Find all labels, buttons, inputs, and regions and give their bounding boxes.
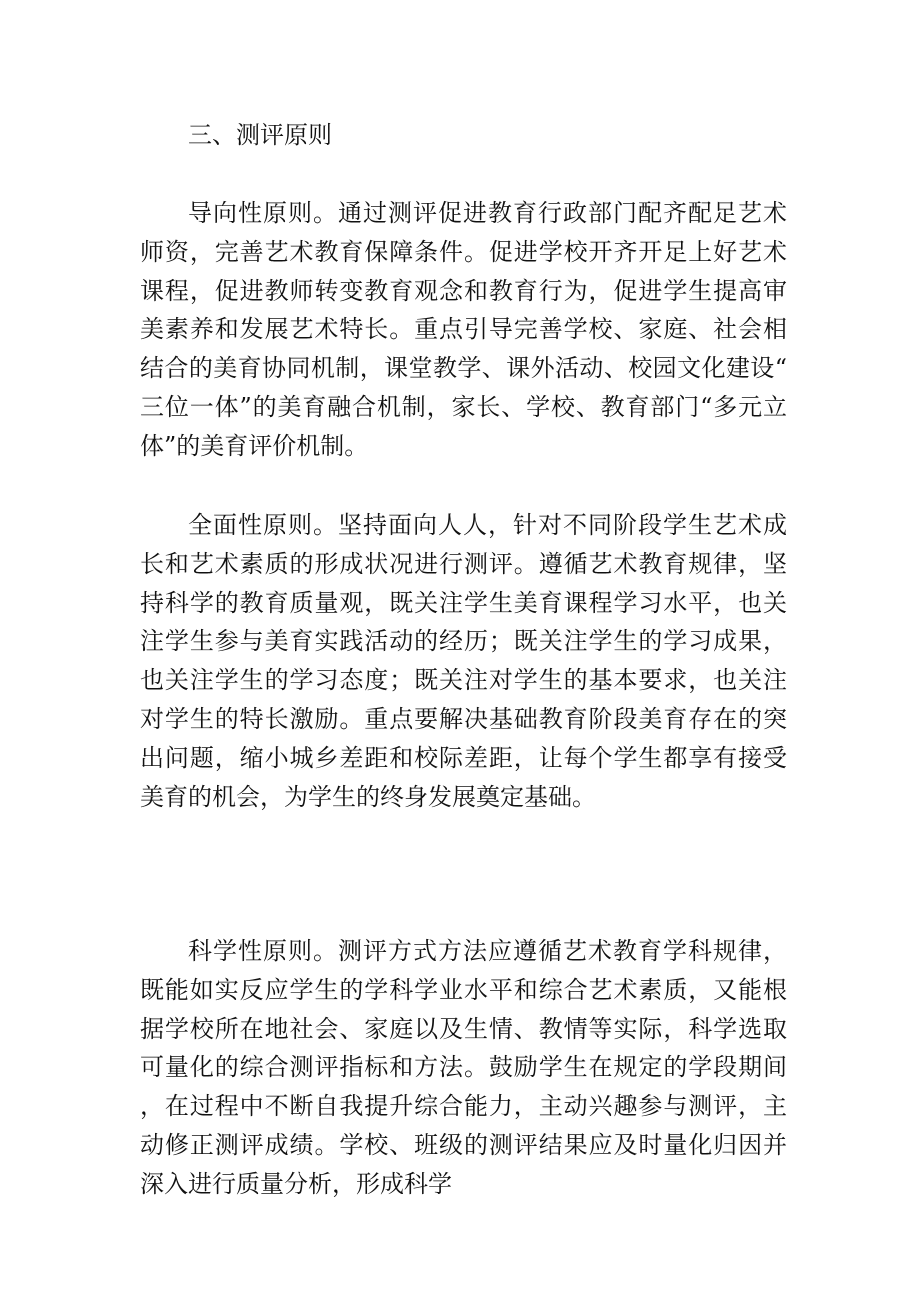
section-heading: 三、测评原则 (188, 121, 332, 149)
paragraph-guidance-principle: 导向性原则。通过测评促进教育行政部门配齐配足艺术师资，完善艺术教育保障条件。促进学校开齐开足上好艺术课程，促进教师转变教育观念和教育行为，促进学生提高审美素养和发展艺术特长。重点引导完善学校、家庭、社会相结合的美育协同机制，课堂教学、课外活动、校园文化建设“三位一体”的美育融合机制，家长、学校、教育部门“多元立体”的美育评价机制。 (140, 199, 787, 460)
paragraph-scientific-principle: 科学性原则。测评方式方法应遵循艺术教育学科规律，既能如实反应学生的学科学业水平和综合艺术素质，又能根据学校所在地社会、家庭以及生情、教情等实际，科学选取可量化的综合测评指标和方法。鼓励学生在规定的学段期间，在过程中不断自我提升综合能力，主动兴趣参与测评，主动修正测评成绩。学校、班级的测评结果应及时量化归因并深入进行质量分析，形成科学 (140, 937, 787, 1198)
paragraph-comprehensive-principle: 全面性原则。坚持面向人人，针对不同阶段学生艺术成长和艺术素质的形成状况进行测评。遵循艺术教育规律，坚持科学的教育质量观，既关注学生美育课程学习水平，也关注学生参与美育实践活动的经历；既关注学生的学习成果，也关注学生的学习态度；既关注对学生的基本要求，也关注对学生的特长激励。重点要解决基础教育阶段美育存在的突出问题，缩小城乡差距和校际差距，让每个学生都享有接受美育的机会，为学生的终身发展奠定基础。 (140, 511, 787, 811)
